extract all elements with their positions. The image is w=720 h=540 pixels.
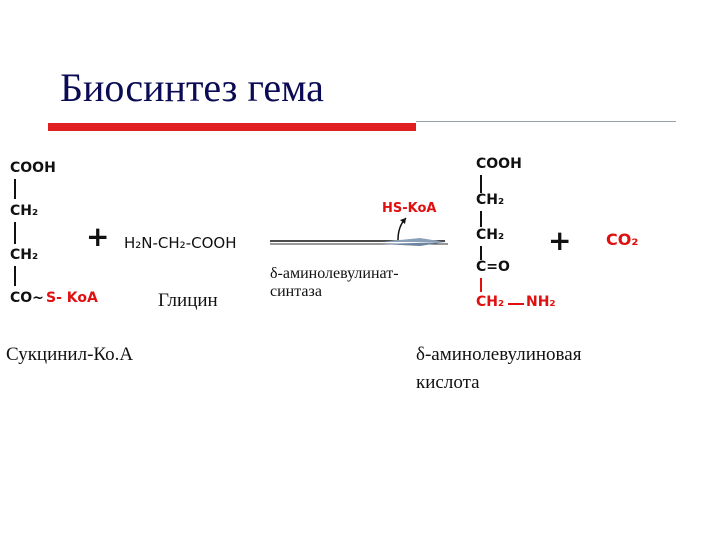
ala-bond-4	[480, 278, 482, 292]
co2-product: CO₂	[606, 230, 639, 249]
cofactor-hs-koa: HS-KoA	[382, 201, 437, 216]
ala-bond-2	[480, 211, 482, 227]
enzyme-name-line2: синтаза	[270, 283, 322, 300]
ala-nh2: NH₂	[526, 294, 556, 310]
succinyl-bond-1	[14, 179, 16, 199]
succinyl-co: CO~	[10, 290, 44, 306]
enzyme-name-line1: δ-аминолевулинат-	[270, 265, 399, 282]
ala-ch2-a: CH₂	[476, 192, 505, 208]
ala-ch2-c: CH₂	[476, 294, 505, 310]
succinyl-ch2-a: CH₂	[10, 203, 39, 219]
slide-title: Биосинтез гема	[60, 65, 324, 110]
succinyl-coa-label: Сукцинил-Ко.А	[6, 344, 134, 365]
plus-sign-2: +	[548, 224, 572, 257]
succinyl-bond-3	[14, 266, 16, 286]
ala-co: C=O	[476, 259, 510, 275]
succinyl-ch2-b: CH₂	[10, 247, 39, 263]
ala-label-line1: δ-аминолевулиновая	[416, 344, 582, 365]
ala-bond-3	[480, 246, 482, 260]
succinyl-cooh: COOH	[10, 160, 56, 176]
ala-cooh: COOH	[476, 156, 522, 172]
ala-bond-n	[508, 303, 524, 305]
glycine-formula: H₂N-CH₂-COOH	[124, 234, 237, 252]
succinyl-skoa: S- KoA	[46, 290, 98, 306]
title-underline-rule	[416, 121, 676, 122]
ala-bond-1	[480, 175, 482, 193]
title-underline-red	[48, 123, 416, 131]
ala-label-line2: кислота	[416, 372, 480, 393]
plus-sign-1: +	[86, 220, 110, 253]
glycine-label: Глицин	[158, 290, 218, 311]
ala-ch2-b: CH₂	[476, 227, 505, 243]
succinyl-bond-2	[14, 222, 16, 244]
